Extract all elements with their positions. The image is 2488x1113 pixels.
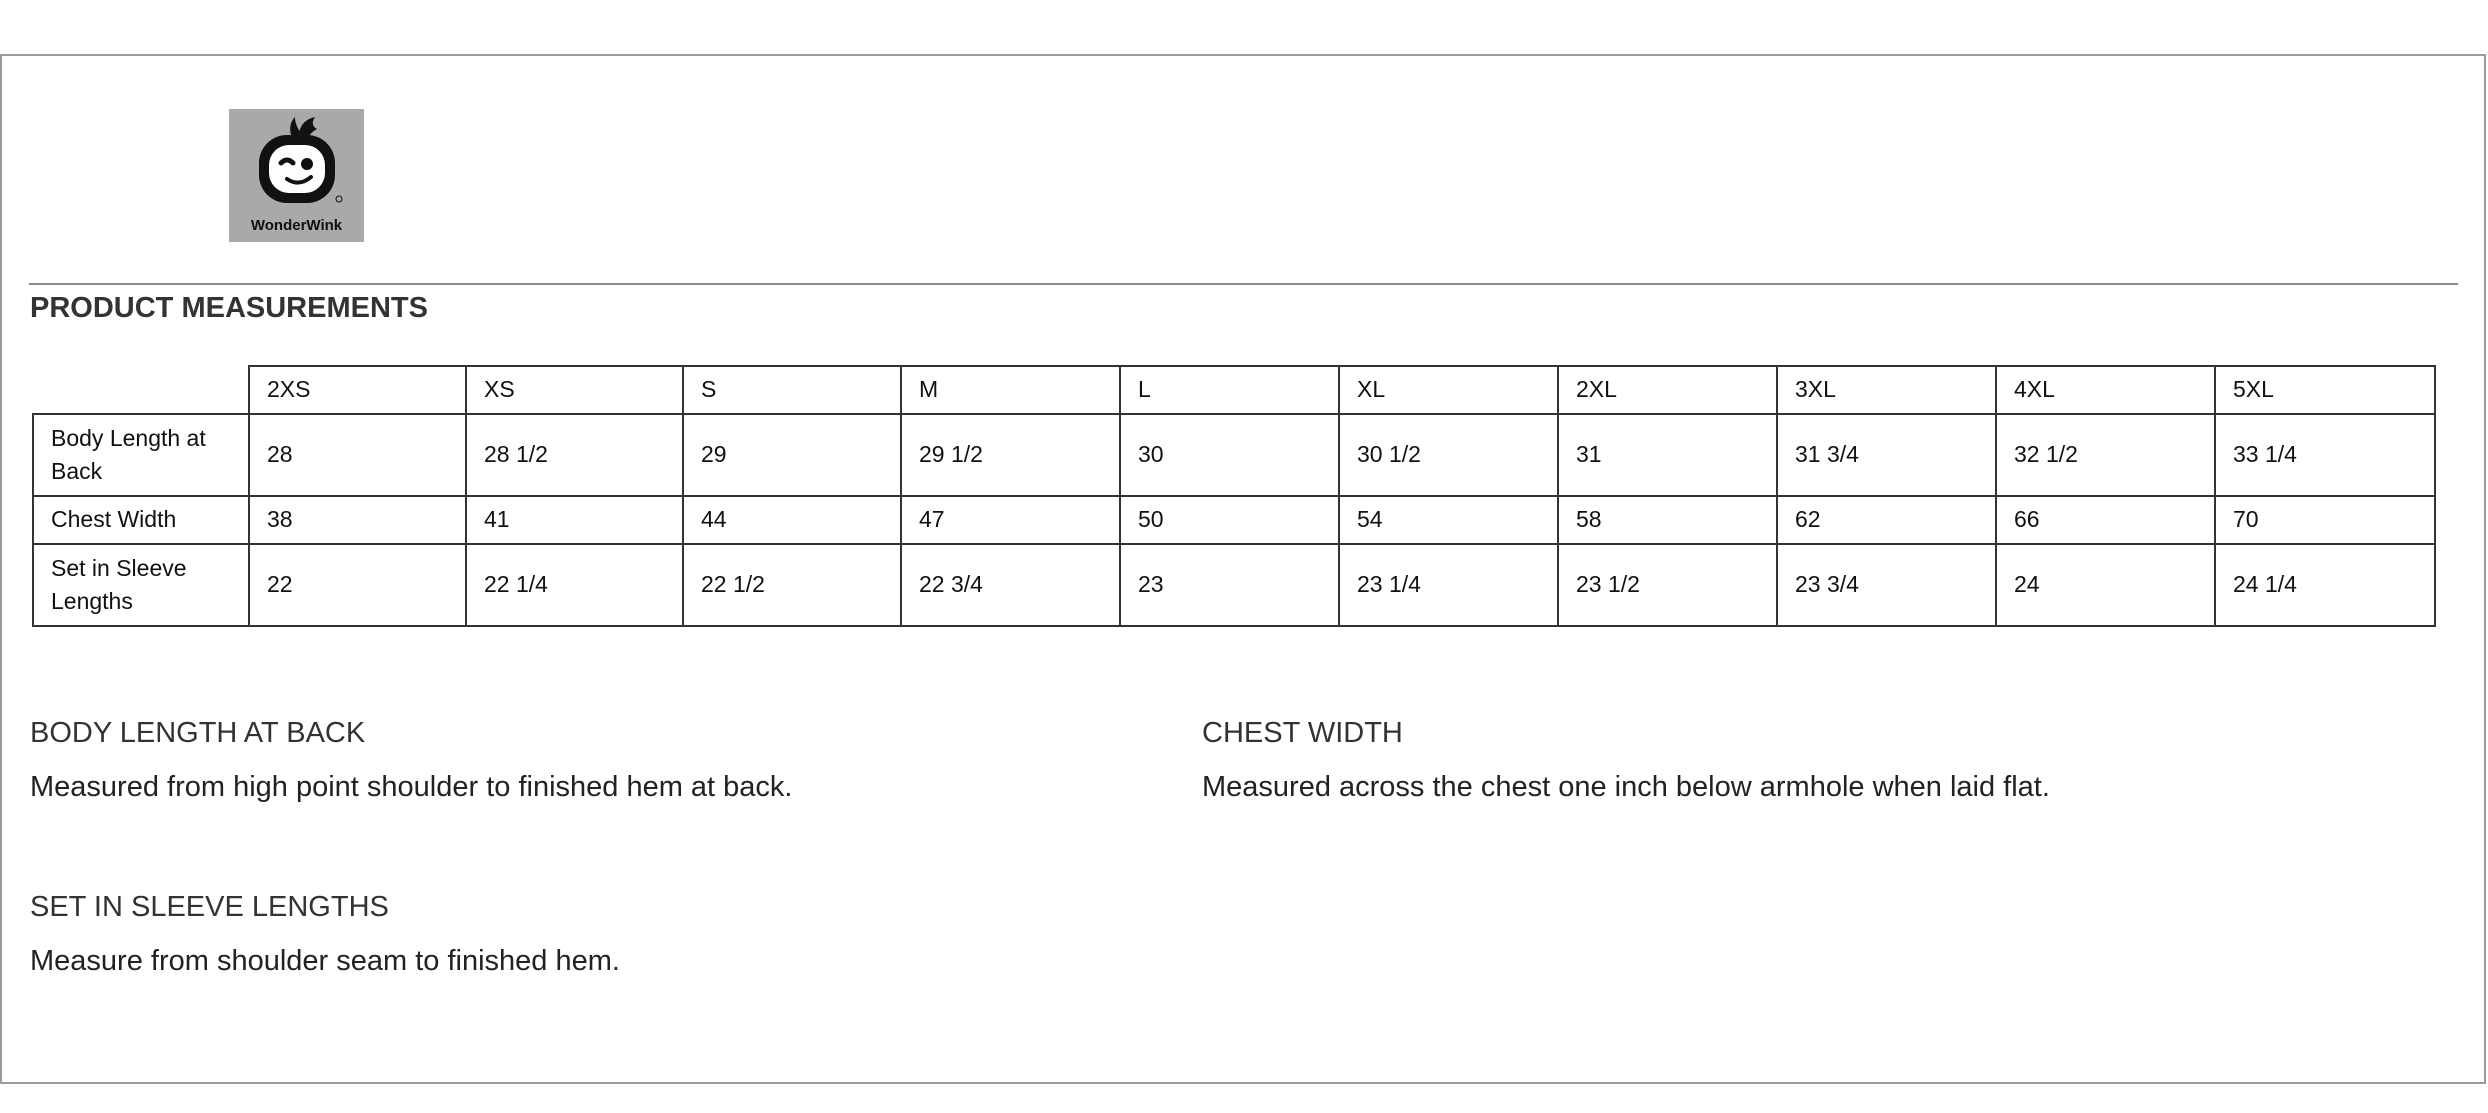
table-cell: 30 [1120,414,1339,496]
table-cell: 32 1/2 [1996,414,2215,496]
table-cell: 23 1/4 [1339,544,1558,626]
chest-width-title: CHEST WIDTH [1202,717,1403,749]
table-cell: 23 [1120,544,1339,626]
table-cell: 33 1/4 [2215,414,2435,496]
sleeve-length-title: SET IN SLEEVE LENGTHS [30,891,389,923]
table-cell: 22 [249,544,466,626]
logo-wordmark: WonderWink [250,217,343,234]
body-length-title: BODY LENGTH AT BACK [30,717,366,749]
table-cell: 30 1/2 [1339,414,1558,496]
size-header: 2XL [1558,366,1777,414]
table-cell: 24 1/4 [2215,544,2435,626]
table-cell: 23 1/2 [1558,544,1777,626]
row-label: Body Length at Back [33,414,249,496]
table-cell: 66 [1996,496,2215,544]
wonderwink-logo [229,109,364,242]
row-label: Set in Sleeve Lengths [33,544,249,626]
size-header: XL [1339,366,1558,414]
table-cell: 70 [2215,496,2435,544]
table-cell: 22 1/2 [683,544,901,626]
table-cell: 41 [466,496,683,544]
table-cell: 31 3/4 [1777,414,1996,496]
size-header: S [683,366,901,414]
table-cell: 62 [1777,496,1996,544]
size-header: M [901,366,1120,414]
size-header: 5XL [2215,366,2435,414]
table-cell: 47 [901,496,1120,544]
sleeve-length-description: Measure from shoulder seam to finished hem. [30,945,620,977]
table-cell: 28 [249,414,466,496]
size-header: 4XL [1996,366,2215,414]
table-cell: 24 [1996,544,2215,626]
table-cell: 29 [683,414,901,496]
size-header: 2XS [249,366,466,414]
size-header: XS [466,366,683,414]
table-cell: 28 1/2 [466,414,683,496]
logo-face-icon [229,109,364,219]
table-cell: 44 [683,496,901,544]
size-header-row [33,366,2435,414]
size-header: 3XL [1777,366,1996,414]
table-cell: 23 3/4 [1777,544,1996,626]
section-title: PRODUCT MEASUREMENTS [30,292,428,324]
body-length-description: Measured from high point shoulder to finished hem at back. [30,771,793,803]
row-label: Chest Width [33,496,249,544]
table-corner [33,366,249,414]
table-cell: 38 [249,496,466,544]
chest-width-description: Measured across the chest one inch below armhole when laid flat. [1202,771,2050,803]
table-row [33,414,2435,496]
table-row [33,544,2435,626]
table-cell: 22 1/4 [466,544,683,626]
table-cell: 22 3/4 [901,544,1120,626]
table-cell: 29 1/2 [901,414,1120,496]
header-divider [29,283,2458,285]
table-cell: 54 [1339,496,1558,544]
size-header: L [1120,366,1339,414]
measurements-table [32,365,2436,627]
table-cell: 50 [1120,496,1339,544]
table-cell: 58 [1558,496,1777,544]
table-cell: 31 [1558,414,1777,496]
table-row [33,496,2435,544]
